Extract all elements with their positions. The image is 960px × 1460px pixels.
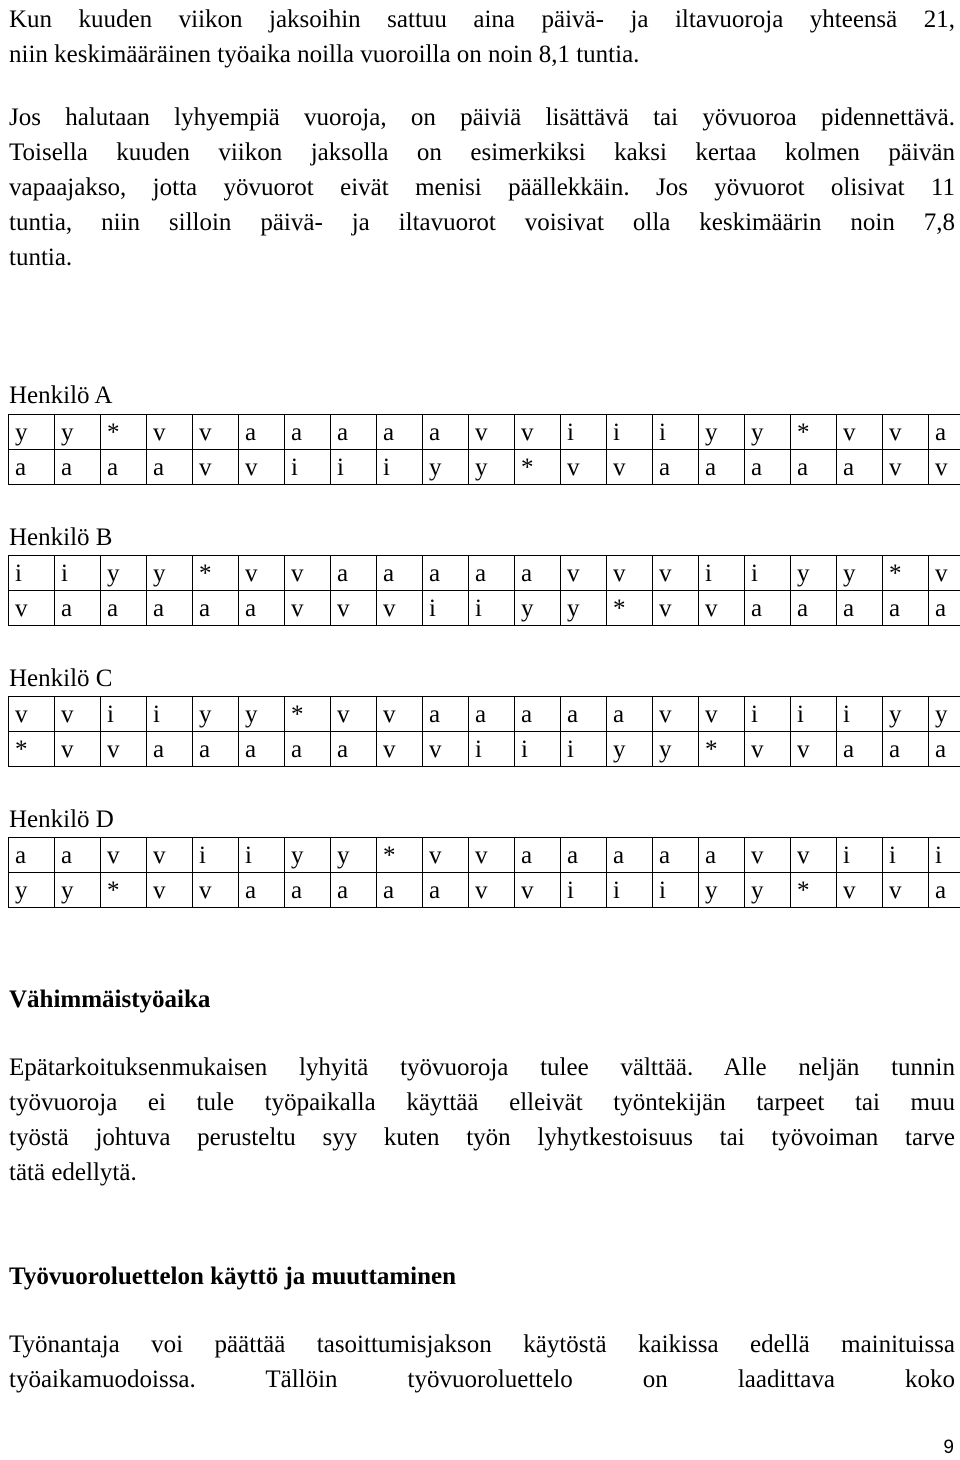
- schedule-cell: *: [377, 838, 423, 873]
- text-line: työstä johtuva perusteltu syy kuten työn lyhytkestoisuus tai työvoiman tarve: [9, 1124, 955, 1151]
- text-line: työaikamuodoissa. Tällöin työvuoroluettelo on laadittava koko: [9, 1366, 955, 1393]
- schedule-cell: i: [331, 450, 377, 485]
- schedule-cell: y: [791, 556, 837, 591]
- schedule-cell: v: [377, 591, 423, 626]
- schedule-cell: a: [331, 415, 377, 450]
- schedule-cell: i: [745, 697, 791, 732]
- schedule-cell: v: [469, 415, 515, 450]
- section-paragraph: [9, 1050, 955, 1190]
- schedule-cell: v: [55, 697, 101, 732]
- schedule-cell: i: [561, 415, 607, 450]
- schedule-cell: v: [929, 556, 960, 591]
- schedule-cell: y: [745, 415, 791, 450]
- schedule-cell: a: [929, 732, 960, 767]
- schedule-cell: i: [561, 873, 607, 908]
- schedule-cell: a: [9, 838, 55, 873]
- schedule-cell: y: [285, 838, 331, 873]
- schedule-cell: y: [699, 415, 745, 450]
- section-heading: Vähimmäistyöaika: [9, 986, 211, 1013]
- schedule-cell: v: [791, 838, 837, 873]
- schedule-cell: a: [147, 591, 193, 626]
- schedule-cell: a: [883, 732, 929, 767]
- schedule-cell: v: [791, 732, 837, 767]
- schedule-cell: a: [193, 732, 239, 767]
- text-line: Työnantaja voi päättää tasoittumisjakson käytöstä kaikissa edellä mainituissa: [9, 1331, 955, 1358]
- text-line: Kun kuuden viikon jaksoihin sattuu aina päivä- ja iltavuoroja yhteensä 21,: [9, 6, 955, 33]
- schedule-cell: y: [837, 556, 883, 591]
- schedule-cell: a: [331, 556, 377, 591]
- schedule-cell: i: [239, 838, 285, 873]
- schedule-cell: v: [423, 732, 469, 767]
- intro-paragraph-2: [9, 100, 955, 275]
- page-number: 9: [943, 1437, 954, 1458]
- text-line: tuntia, niin silloin päivä- ja iltavuorot voisivat olla keskimäärin noin 7,8: [9, 209, 955, 236]
- schedule-cell: y: [331, 838, 377, 873]
- schedule-cell: v: [331, 591, 377, 626]
- schedule-cell: y: [9, 415, 55, 450]
- schedule-cell: i: [699, 556, 745, 591]
- schedule-cell: v: [653, 591, 699, 626]
- schedule-cell: i: [193, 838, 239, 873]
- schedule-cell: v: [837, 873, 883, 908]
- schedule-cell: *: [883, 556, 929, 591]
- schedule-cell: v: [745, 838, 791, 873]
- schedule-cell: a: [193, 591, 239, 626]
- schedule-cell: a: [55, 838, 101, 873]
- schedule-cell: y: [515, 591, 561, 626]
- schedule-cell: v: [193, 450, 239, 485]
- schedule-cell: *: [791, 873, 837, 908]
- text-line: Epätarkoituksenmukaisen lyhyitä työvuoroja tulee välttää. Alle neljän tunnin: [9, 1054, 955, 1081]
- schedule-cell: a: [285, 873, 331, 908]
- schedule-cell: i: [791, 697, 837, 732]
- schedule-cell: a: [423, 697, 469, 732]
- schedule-cell: a: [515, 838, 561, 873]
- schedule-cell: a: [607, 697, 653, 732]
- schedule-cell: i: [515, 732, 561, 767]
- schedule-cell: i: [377, 450, 423, 485]
- text-line: Toisella kuuden viikon jaksolla on esimerkiksi kaksi kertaa kolmen päivän: [9, 139, 955, 166]
- schedule-cell: v: [147, 415, 193, 450]
- schedule-cell: a: [285, 415, 331, 450]
- schedule-cell: y: [147, 556, 193, 591]
- schedule-cell: i: [607, 873, 653, 908]
- schedule-cell: v: [469, 873, 515, 908]
- table-row: [9, 873, 960, 908]
- schedule-table: [8, 696, 960, 767]
- schedule-cell: v: [9, 697, 55, 732]
- schedule-table: [8, 555, 960, 626]
- schedule-cell: i: [9, 556, 55, 591]
- table-row: [9, 732, 960, 767]
- schedule-cell: a: [239, 591, 285, 626]
- schedule-cell: v: [469, 838, 515, 873]
- schedule-cell: a: [469, 556, 515, 591]
- schedule-cell: i: [147, 697, 193, 732]
- text-line: tätä edellytä.: [9, 1159, 137, 1186]
- schedule-cell: i: [423, 591, 469, 626]
- schedule-cell: v: [285, 591, 331, 626]
- table-row: [9, 450, 960, 485]
- schedule-cell: v: [147, 838, 193, 873]
- schedule-cell: i: [653, 415, 699, 450]
- schedule-cell: v: [239, 556, 285, 591]
- schedule-cell: y: [469, 450, 515, 485]
- schedule-cell: a: [561, 697, 607, 732]
- schedule-cell: a: [147, 732, 193, 767]
- schedule-cell: y: [193, 697, 239, 732]
- schedule-cell: v: [883, 415, 929, 450]
- schedule-cell: a: [791, 450, 837, 485]
- schedule-cell: v: [101, 838, 147, 873]
- schedule-cell: a: [929, 591, 960, 626]
- schedule-cell: a: [285, 732, 331, 767]
- schedule-cell: y: [653, 732, 699, 767]
- schedule-cell: *: [607, 591, 653, 626]
- schedule-cell: i: [837, 838, 883, 873]
- schedule-cell: y: [239, 697, 285, 732]
- schedule-cell: v: [883, 873, 929, 908]
- schedule-cell: a: [745, 450, 791, 485]
- intro-paragraph-1: [9, 2, 955, 72]
- schedule-cell: a: [883, 591, 929, 626]
- schedule-cell: v: [607, 556, 653, 591]
- schedule-cell: y: [423, 450, 469, 485]
- text-line: tuntia.: [9, 244, 73, 271]
- schedule-cell: *: [193, 556, 239, 591]
- schedule-cell: v: [561, 450, 607, 485]
- schedule-cell: v: [377, 732, 423, 767]
- schedule-cell: y: [607, 732, 653, 767]
- schedule-cell: i: [101, 697, 147, 732]
- schedule-cell: v: [9, 591, 55, 626]
- schedule-cell: i: [929, 838, 960, 873]
- schedule-cell: a: [239, 415, 285, 450]
- schedule-cell: i: [469, 591, 515, 626]
- schedule-cell: y: [561, 591, 607, 626]
- schedule-cell: *: [699, 732, 745, 767]
- schedule-cell: a: [561, 838, 607, 873]
- schedule-cell: *: [101, 415, 147, 450]
- schedule-person-label: Henkilö D: [9, 806, 114, 833]
- schedule-cell: a: [837, 591, 883, 626]
- schedule-cell: a: [239, 873, 285, 908]
- schedule-cell: v: [883, 450, 929, 485]
- schedule-cell: v: [745, 732, 791, 767]
- schedule-table: [8, 414, 960, 485]
- schedule-cell: a: [699, 450, 745, 485]
- schedule-cell: y: [101, 556, 147, 591]
- schedule-cell: *: [9, 732, 55, 767]
- schedule-cell: a: [791, 591, 837, 626]
- schedule-cell: v: [239, 450, 285, 485]
- schedule-table: [8, 837, 960, 908]
- schedule-cell: v: [837, 415, 883, 450]
- schedule-cell: v: [101, 732, 147, 767]
- schedule-cell: a: [837, 732, 883, 767]
- schedule-cell: y: [883, 697, 929, 732]
- schedule-cell: a: [653, 450, 699, 485]
- section-paragraph: [9, 1327, 955, 1397]
- table-row: [9, 697, 960, 732]
- schedule-cell: a: [55, 450, 101, 485]
- schedule-cell: *: [515, 450, 561, 485]
- schedule-cell: v: [331, 697, 377, 732]
- schedule-cell: i: [607, 415, 653, 450]
- text-line: vapaajakso, jotta yövuorot eivät menisi päällekkäin. Jos yövuorot olisivat 11: [9, 174, 955, 201]
- schedule-cell: i: [285, 450, 331, 485]
- schedule-cell: y: [699, 873, 745, 908]
- schedule-cell: i: [55, 556, 101, 591]
- schedule-cell: a: [377, 873, 423, 908]
- schedule-cell: a: [929, 873, 960, 908]
- schedule-cell: v: [193, 873, 239, 908]
- schedule-cell: a: [377, 556, 423, 591]
- schedule-cell: v: [653, 697, 699, 732]
- schedule-cell: *: [285, 697, 331, 732]
- schedule-cell: a: [101, 591, 147, 626]
- schedule-cell: a: [607, 838, 653, 873]
- schedule-cell: a: [653, 838, 699, 873]
- schedule-cell: v: [515, 415, 561, 450]
- schedule-cell: a: [55, 591, 101, 626]
- schedule-cell: y: [929, 697, 960, 732]
- schedule-cell: i: [745, 556, 791, 591]
- schedule-cell: i: [883, 838, 929, 873]
- text-line: niin keskimääräinen työaika noilla vuoroilla on noin 8,1 tuntia.: [9, 41, 640, 68]
- schedule-cell: v: [515, 873, 561, 908]
- schedule-cell: a: [423, 415, 469, 450]
- table-row: [9, 591, 960, 626]
- schedule-cell: v: [423, 838, 469, 873]
- schedule-cell: v: [377, 697, 423, 732]
- schedule-cell: a: [929, 415, 960, 450]
- schedule-cell: a: [423, 873, 469, 908]
- schedule-person-label: Henkilö C: [9, 665, 113, 692]
- schedule-cell: a: [101, 450, 147, 485]
- schedule-cell: v: [193, 415, 239, 450]
- schedule-cell: i: [653, 873, 699, 908]
- schedule-cell: v: [147, 873, 193, 908]
- schedule-cell: a: [837, 450, 883, 485]
- table-row: [9, 838, 960, 873]
- schedule-cell: a: [469, 697, 515, 732]
- schedule-cell: i: [561, 732, 607, 767]
- schedule-cell: a: [745, 591, 791, 626]
- text-line: työvuoroja ei tule työpaikalla käyttää elleivät työntekijän tarpeet tai muu: [9, 1089, 955, 1116]
- schedule-cell: i: [837, 697, 883, 732]
- schedule-cell: y: [55, 873, 101, 908]
- schedule-cell: a: [147, 450, 193, 485]
- schedule-cell: a: [9, 450, 55, 485]
- schedule-cell: *: [791, 415, 837, 450]
- schedule-cell: y: [745, 873, 791, 908]
- schedule-cell: v: [55, 732, 101, 767]
- table-row: [9, 556, 960, 591]
- section-heading: Työvuoroluettelon käyttö ja muuttaminen: [9, 1263, 456, 1290]
- schedule-cell: v: [653, 556, 699, 591]
- schedule-cell: v: [561, 556, 607, 591]
- schedule-cell: a: [239, 732, 285, 767]
- schedule-cell: a: [515, 697, 561, 732]
- text-line: Jos halutaan lyhyempiä vuoroja, on päiviä lisättävä tai yövuoroa pidennettävä.: [9, 104, 955, 131]
- schedule-cell: i: [469, 732, 515, 767]
- schedule-cell: *: [101, 873, 147, 908]
- schedule-cell: a: [331, 873, 377, 908]
- schedule-cell: v: [699, 591, 745, 626]
- schedule-cell: v: [699, 697, 745, 732]
- schedule-cell: y: [55, 415, 101, 450]
- schedule-cell: y: [9, 873, 55, 908]
- schedule-cell: v: [607, 450, 653, 485]
- schedule-cell: a: [331, 732, 377, 767]
- table-row: [9, 415, 960, 450]
- schedule-cell: a: [515, 556, 561, 591]
- schedule-cell: v: [929, 450, 960, 485]
- schedule-cell: a: [423, 556, 469, 591]
- schedule-person-label: Henkilö B: [9, 524, 113, 551]
- schedule-cell: a: [377, 415, 423, 450]
- schedule-cell: a: [699, 838, 745, 873]
- schedule-cell: v: [285, 556, 331, 591]
- schedule-person-label: Henkilö A: [9, 382, 113, 409]
